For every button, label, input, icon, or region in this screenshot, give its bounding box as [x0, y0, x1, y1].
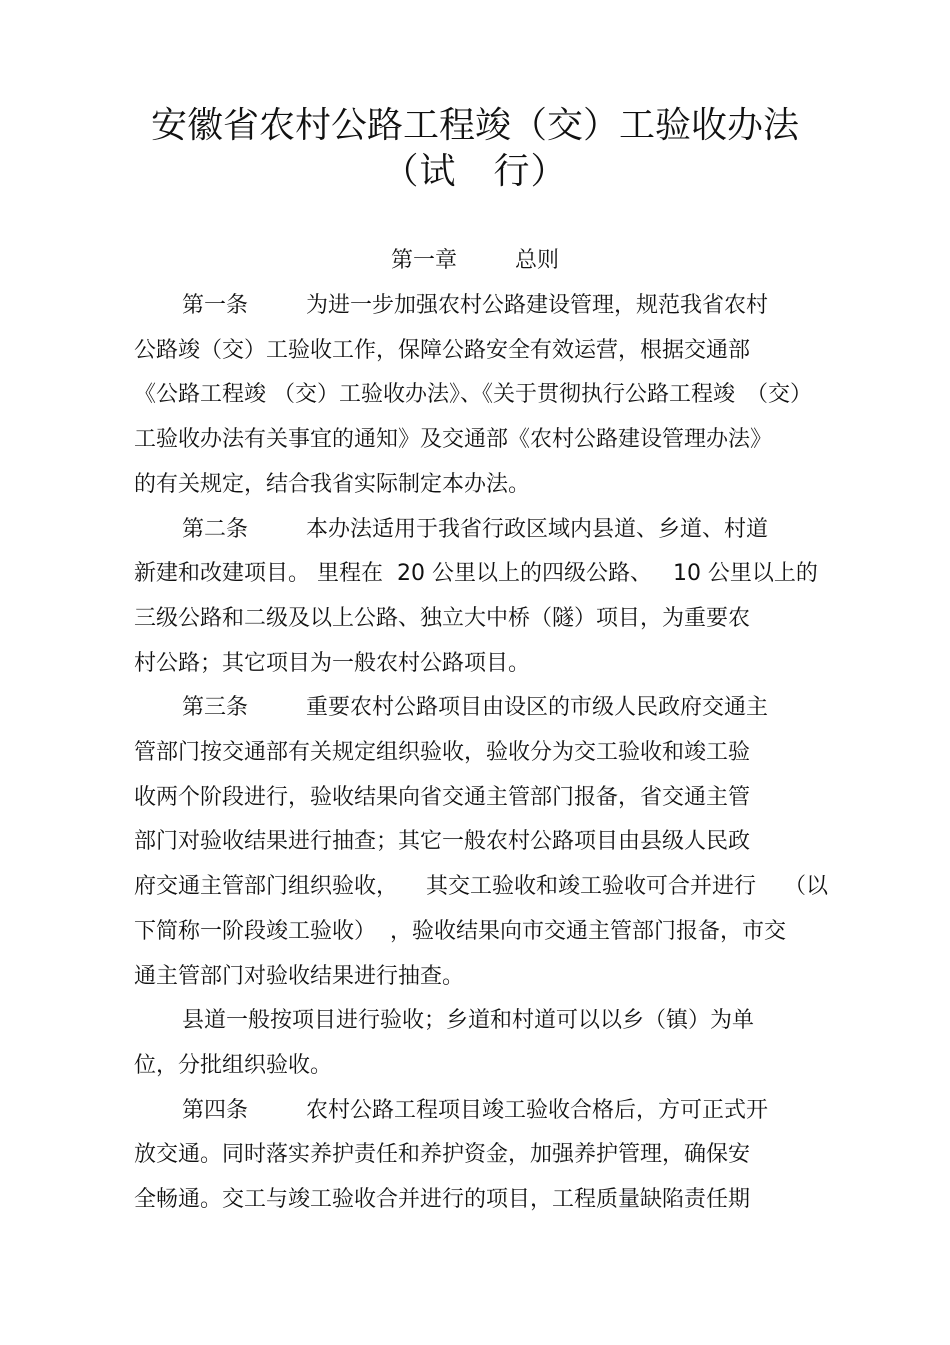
article-number: 第四条	[182, 1097, 249, 1123]
body-line: 管部门按交通部有关规定组织验收，验收分为交工验收和竣工验	[134, 740, 751, 765]
chapter-number: 第一章	[390, 248, 457, 273]
chapter-name: 总则	[515, 248, 560, 273]
body-line: 新建和改建项目。 里程在 20 公里以上的四级公路、 10 公里以上的	[134, 561, 818, 587]
body-line: 下简称一阶段竣工验收） ，验收结果向市交通主管部门报备，市交	[134, 918, 786, 944]
body-line: 的有关规定，结合我省实际制定本办法。	[134, 471, 531, 497]
article-number: 第一条	[182, 293, 249, 318]
article-text: 本办法适用于我省行政区域内县道、乡道、村道	[306, 516, 769, 542]
article-number: 第三条	[182, 695, 249, 721]
article-text: 农村公路工程项目竣工验收合格后，方可正式开	[306, 1097, 769, 1123]
document-subtitle: （试 行）	[382, 151, 568, 192]
body-line: 通主管部门对验收结果进行抽查。	[134, 963, 465, 989]
body-line: 部门对验收结果进行抽查；其它一般农村公路项目由县级人民政	[134, 829, 751, 855]
body-line: 《公路工程竣 （交）工验收办法》、《关于贯彻执行公路工程竣 （交）	[134, 382, 812, 408]
article-number: 第二条	[182, 516, 249, 542]
body-line: 放交通。同时落实养护责任和养护资金，加强养护管理，确保安	[134, 1142, 751, 1168]
body-line	[182, 693, 768, 723]
article-text: 为进一步加强农村公路建设管理，规范我省农村	[306, 293, 769, 318]
body-line: 三级公路和二级及以上公路、独立大中桥（隧）项目，为重要农	[134, 605, 751, 631]
body-line: 府交通主管部门组织验收， 其交工验收和竣工验收可合并进行 （以	[134, 874, 828, 900]
body-line: 县道一般按项目进行验收；乡道和村道可以以乡（镇）为单	[182, 1008, 755, 1034]
body-line: 收两个阶段进行，验收结果向省交通主管部门报备，省交通主管	[134, 784, 751, 810]
body-line: 村公路；其它项目为一般农村公路项目。	[134, 650, 531, 676]
body-line: 全畅通。交工与竣工验收合并进行的项目，工程质量缺陷责任期	[134, 1187, 751, 1212]
body-line	[182, 1096, 768, 1126]
body-line	[182, 291, 768, 321]
chapter-heading	[0, 246, 950, 276]
body-line: 公路竣（交）工验收工作，保障公路安全有效运营，根据交通部	[134, 337, 751, 363]
document-title: 安徽省农村公路工程竣（交）工验收办法	[150, 105, 799, 146]
body-line: 位，分批组织验收。	[134, 1052, 333, 1078]
body-line: 工验收办法有关事宜的通知》及交通部《农村公路建设管理办法》	[134, 427, 773, 453]
article-text: 重要农村公路项目由设区的市级人民政府交通主	[306, 695, 769, 721]
body-line	[182, 515, 768, 545]
